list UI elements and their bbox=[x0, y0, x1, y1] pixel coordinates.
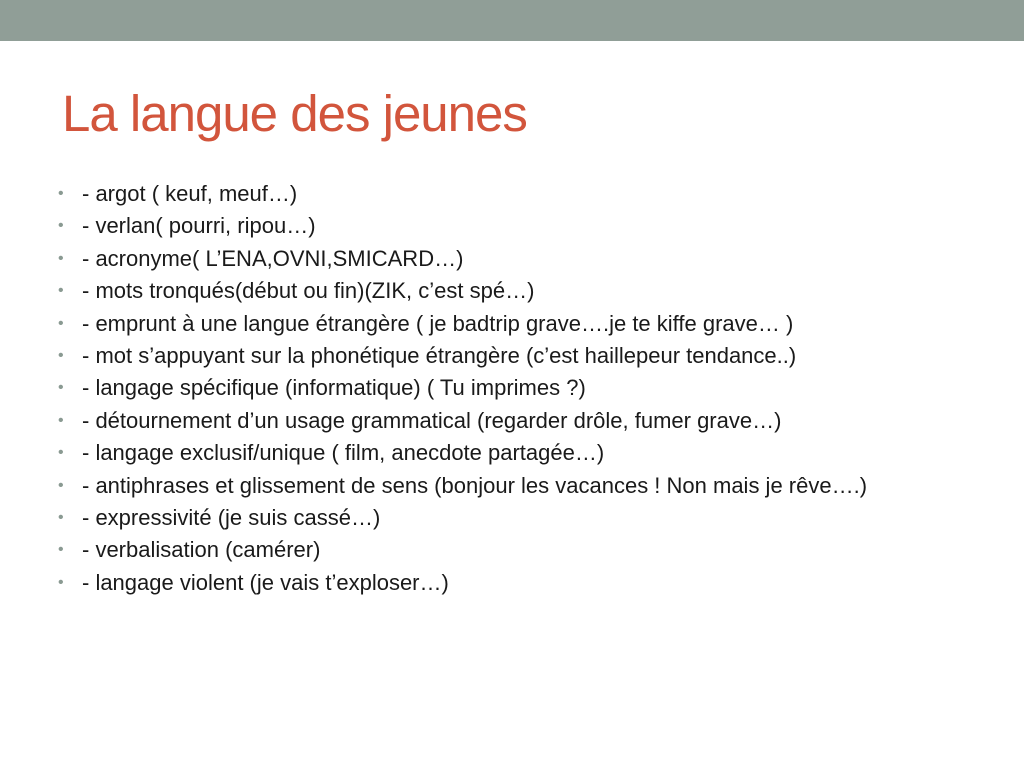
top-bar bbox=[0, 0, 1024, 41]
bullet-icon: • bbox=[58, 282, 64, 300]
bullet-icon: • bbox=[58, 217, 64, 235]
list-item bbox=[58, 505, 978, 530]
bullet-list bbox=[58, 181, 978, 602]
list-item bbox=[58, 181, 978, 206]
list-item-text: - mot s’appuyant sur la phonétique étrangère (c’est haillepeur tendance..) bbox=[82, 342, 797, 368]
list-item-text: - argot ( keuf, meuf…) bbox=[82, 181, 298, 206]
bullet-icon: • bbox=[58, 346, 64, 364]
bullet-icon: • bbox=[58, 314, 64, 332]
list-item-text: - mots tronqués(début ou fin)(ZIK, c’est spé…) bbox=[82, 278, 535, 304]
list-item-text: - détournement d’un usage grammatical (regarder drôle, fumer grave…) bbox=[82, 407, 782, 433]
list-item-text: - verlan( pourri, ripou…) bbox=[82, 213, 316, 239]
list-item bbox=[58, 408, 978, 433]
list-item bbox=[58, 213, 978, 238]
bullet-icon: • bbox=[58, 508, 64, 526]
bullet-icon: • bbox=[58, 444, 64, 462]
bullet-icon: • bbox=[58, 541, 64, 559]
list-item-text: - antiphrases et glissement de sens (bonjour les vacances ! Non mais je rêve….) bbox=[82, 472, 868, 498]
list-item bbox=[58, 570, 978, 595]
bullet-icon: • bbox=[58, 379, 64, 397]
bullet-icon: • bbox=[58, 249, 64, 267]
list-item-text: - acronyme( L’ENA,OVNI,SMICARD…) bbox=[82, 245, 464, 271]
list-item bbox=[58, 473, 978, 498]
bullet-icon: • bbox=[58, 573, 64, 591]
list-item-text: - emprunt à une langue étrangère ( je badtrip grave….je te kiffe grave… ) bbox=[82, 310, 794, 336]
list-item bbox=[58, 311, 978, 336]
list-item-text: - langage violent (je vais t’exploser…) bbox=[82, 569, 449, 595]
list-item bbox=[58, 537, 978, 562]
list-item-text: - langage spécifique (informatique) ( Tu imprimes ?) bbox=[82, 375, 586, 401]
list-item-text: - verbalisation (camérer) bbox=[82, 537, 321, 563]
list-item bbox=[58, 278, 978, 303]
list-item-text: - langage exclusif/unique ( film, anecdote partagée…) bbox=[82, 440, 605, 466]
slide-title: La langue des jeunes bbox=[62, 85, 527, 142]
bullet-icon: • bbox=[58, 185, 64, 202]
list-item bbox=[58, 246, 978, 271]
list-item bbox=[58, 440, 978, 465]
bullet-icon: • bbox=[58, 476, 64, 494]
list-item-text: - expressivité (je suis cassé…) bbox=[82, 504, 381, 530]
bullet-icon: • bbox=[58, 411, 64, 429]
list-item bbox=[58, 343, 978, 368]
list-item bbox=[58, 375, 978, 400]
